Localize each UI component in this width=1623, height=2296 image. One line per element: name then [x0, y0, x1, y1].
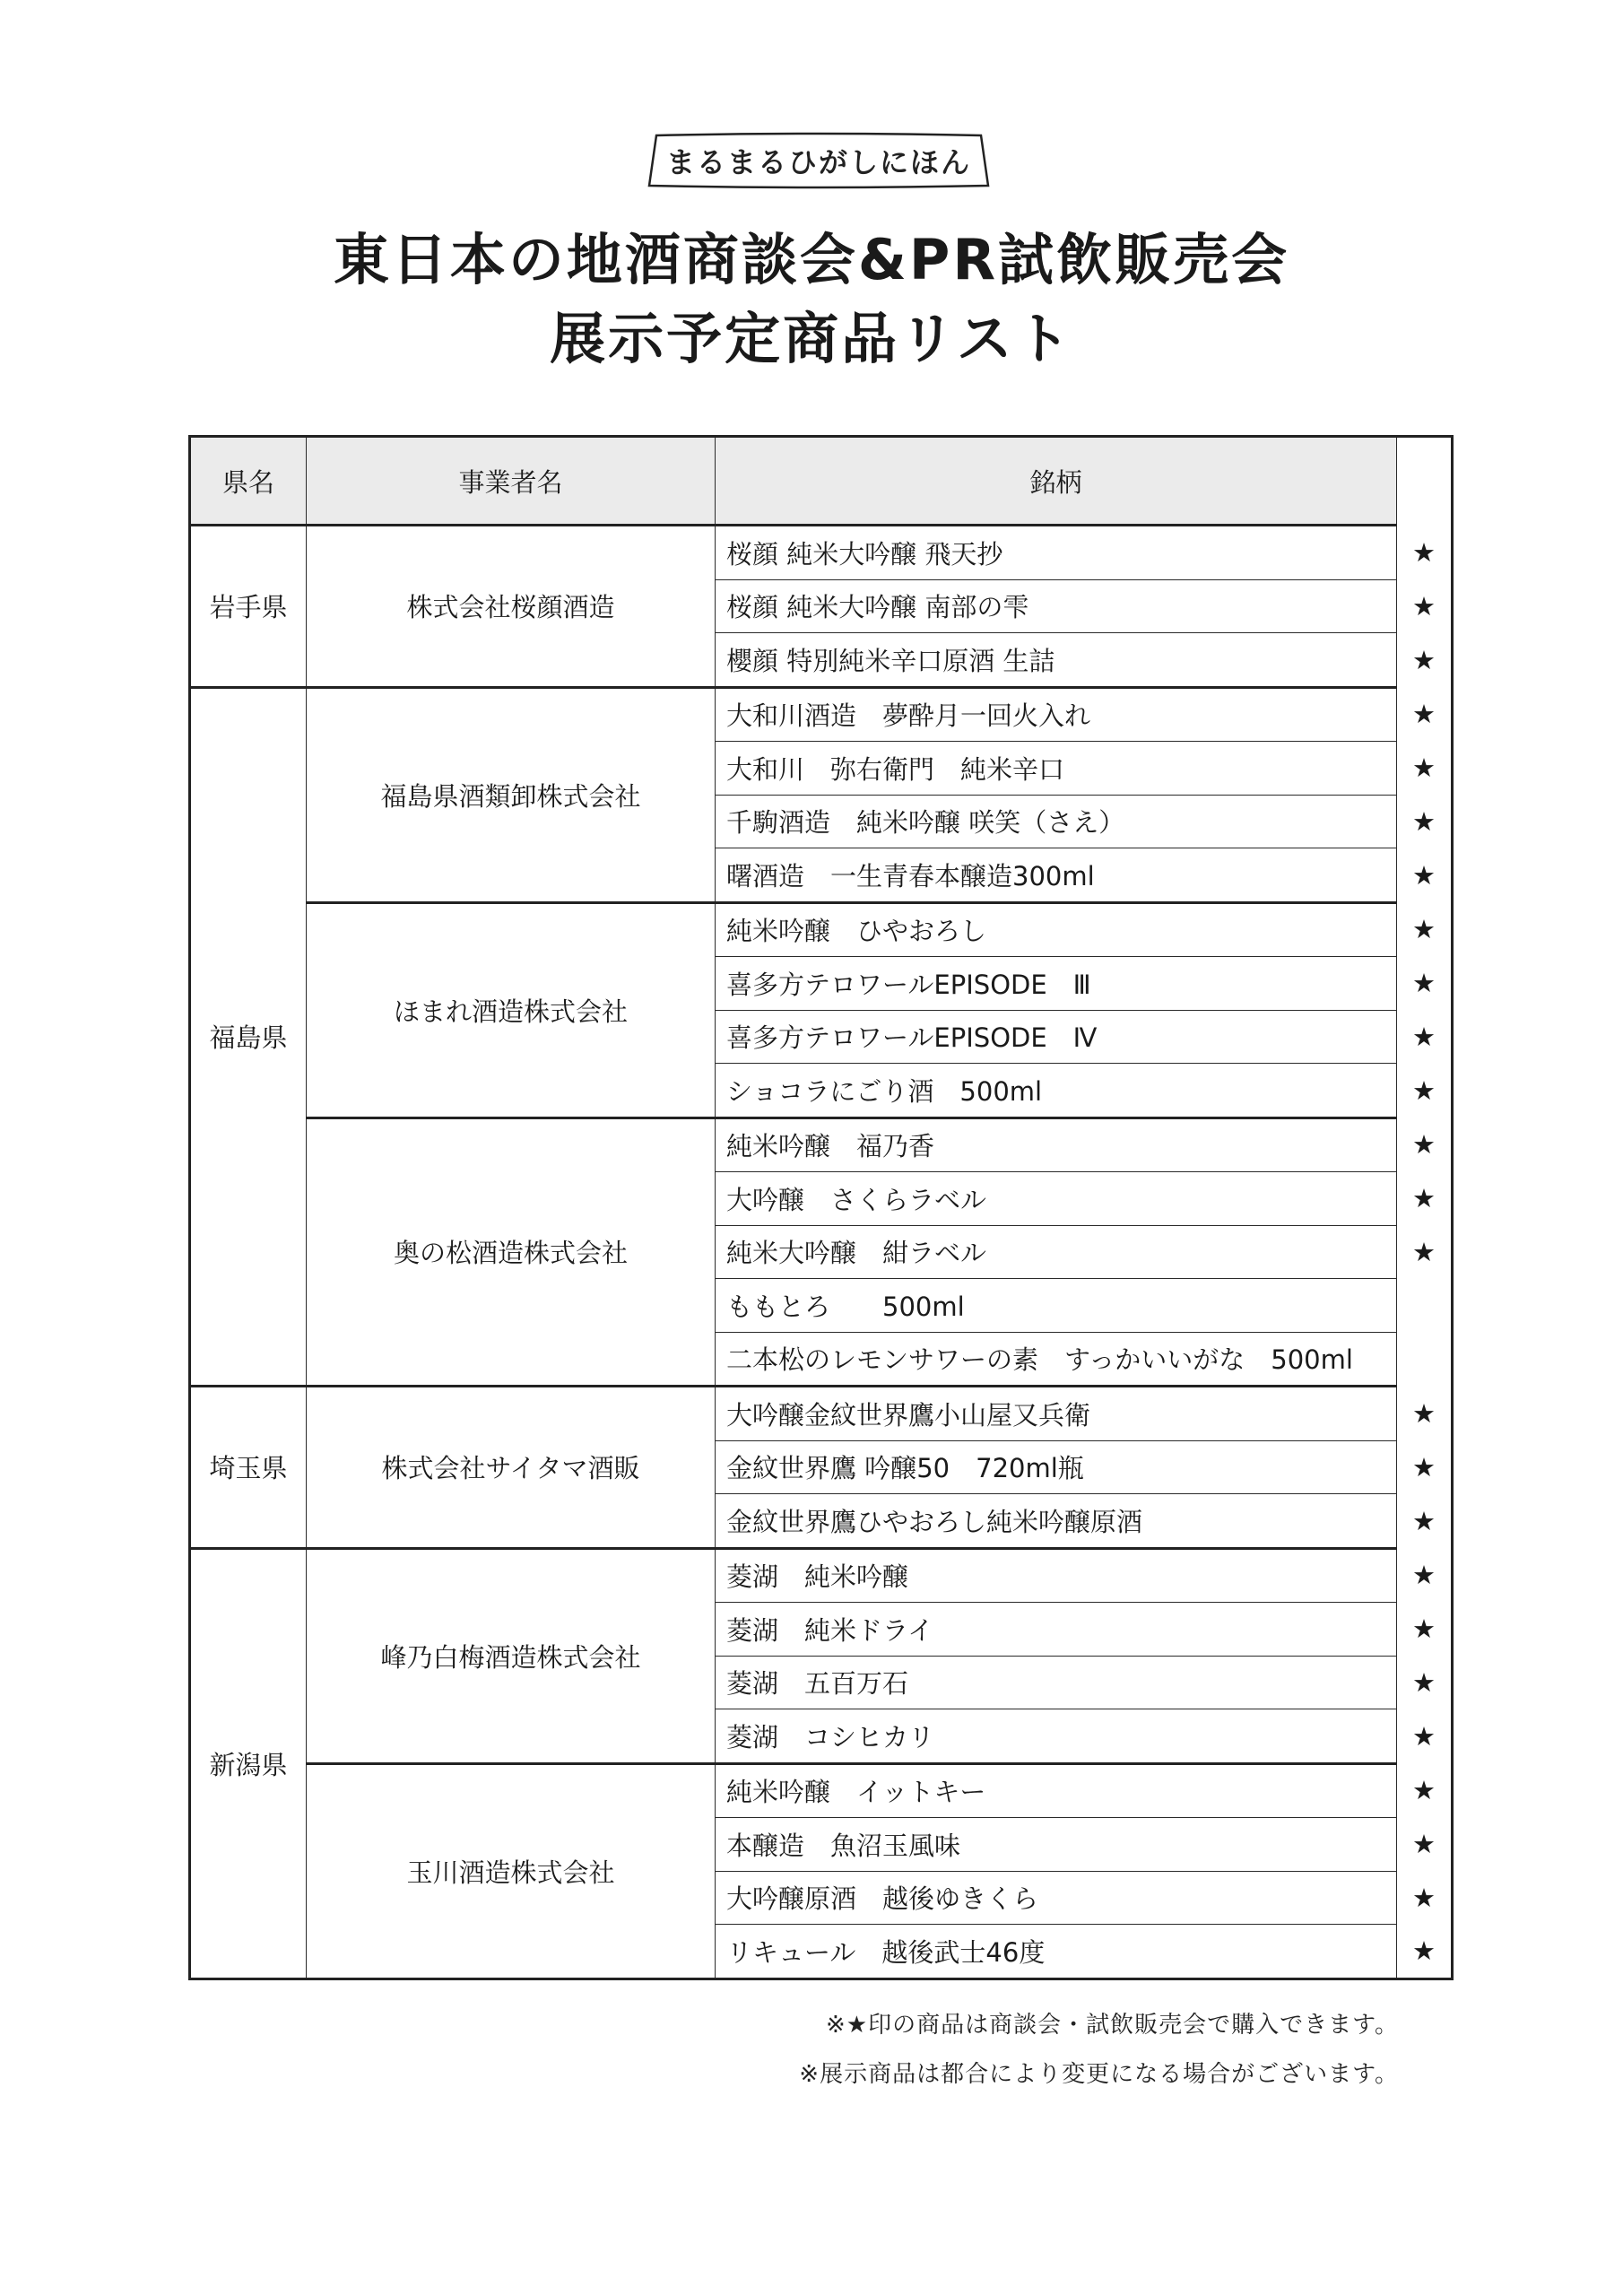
table-row — [190, 1548, 1453, 1603]
star-empty — [1397, 1279, 1453, 1333]
star-icon: ★ — [1412, 1021, 1436, 1052]
star-icon: ★ — [1412, 752, 1436, 784]
product-table — [188, 435, 1454, 1980]
table-row — [190, 902, 1453, 957]
brand-cell: 菱湖 純米ドライ — [716, 1603, 1397, 1657]
brand-cell: 菱湖 コシヒカリ — [716, 1709, 1397, 1764]
star-icon: ★ — [1412, 1397, 1436, 1429]
brand-cell: 大和川酒造 夢酔月一回火入れ — [716, 687, 1397, 742]
star-icon: ★ — [1412, 968, 1436, 999]
star-icon: ★ — [1412, 1666, 1436, 1698]
brand-cell: ももとろ 500ml — [716, 1279, 1397, 1333]
star-icon: ★ — [1412, 1183, 1436, 1214]
brand-cell: 曙酒造 一生青春本醸造300ml — [716, 848, 1397, 903]
star-icon: ★ — [1412, 1775, 1436, 1806]
brand-cell: 大和川 弥右衛門 純米辛口 — [716, 742, 1397, 796]
brand-cell: 大吟醸原酒 越後ゆきくら — [716, 1871, 1397, 1925]
star-icon: ★ — [1412, 644, 1436, 675]
table-row — [190, 1118, 1453, 1172]
table-row — [190, 1387, 1453, 1441]
brand-cell: 金紋世界鷹 吟醸50 720ml瓶 — [716, 1440, 1397, 1494]
brand-cell: 純米吟醸 福乃香 — [716, 1118, 1397, 1172]
page-title: 東日本の地酒商談会&PR試飲販売会 — [333, 227, 1290, 292]
brand-cell: 千駒酒造 純米吟醸 咲笑（さえ） — [716, 795, 1397, 848]
company-cell: 奥の松酒造株式会社 — [307, 1118, 716, 1387]
star-icon: ★ — [1412, 859, 1436, 891]
brand-cell: 喜多方テロワールEPISODE Ⅳ — [716, 1010, 1397, 1064]
table-header-row — [190, 437, 1453, 526]
star-icon: ★ — [1412, 1074, 1436, 1106]
star-icon: ★ — [1412, 1451, 1436, 1483]
brand-cell: 本醸造 魚沼玉風味 — [716, 1818, 1397, 1872]
star-icon: ★ — [1412, 699, 1436, 730]
star-empty — [1397, 1332, 1453, 1387]
pref-cell: 新潟県 — [190, 1548, 307, 1979]
star-icon: ★ — [1412, 590, 1436, 622]
company-cell: 玉川酒造株式会社 — [307, 1763, 716, 1979]
company-cell: ほまれ酒造株式会社 — [307, 902, 716, 1118]
table-body — [190, 526, 1453, 1979]
brand-cell: 大吟醸金紋世界鷹小山屋又兵衛 — [716, 1387, 1397, 1441]
brand-cell: 菱湖 五百万石 — [716, 1656, 1397, 1709]
header-star-spacer — [1397, 437, 1453, 526]
page-subtitle: 展示予定商品リスト — [550, 306, 1073, 371]
star-icon: ★ — [1412, 1560, 1436, 1591]
company-cell: 峰乃白梅酒造株式会社 — [307, 1548, 716, 1763]
note-change: ※展示商品は都合により変更になる場合がございます。 — [799, 2061, 1399, 2088]
brand-cell: 菱湖 純米吟醸 — [716, 1548, 1397, 1603]
table-row — [190, 687, 1453, 742]
brand-cell: 純米大吟醸 紺ラベル — [716, 1225, 1397, 1279]
star-icon: ★ — [1412, 805, 1436, 837]
event-banner — [644, 130, 994, 191]
banner-text: まるまるひがしにほん — [665, 145, 971, 179]
pref-cell: 埼玉県 — [190, 1387, 307, 1549]
star-icon: ★ — [1412, 1935, 1436, 1966]
header-pref: 県名 — [190, 437, 307, 526]
table-row — [190, 1763, 1453, 1818]
star-icon: ★ — [1412, 536, 1436, 568]
star-icon: ★ — [1412, 1829, 1436, 1860]
brand-cell: 櫻顔 特別純米辛口原酒 生詰 — [716, 633, 1397, 688]
star-icon: ★ — [1412, 1720, 1436, 1752]
brand-cell: 大吟醸 さくらラベル — [716, 1172, 1397, 1226]
brand-cell: 純米吟醸 ひやおろし — [716, 902, 1397, 957]
brand-cell: 純米吟醸 イットキー — [716, 1763, 1397, 1818]
star-icon: ★ — [1412, 1882, 1436, 1913]
star-icon: ★ — [1412, 914, 1436, 945]
company-cell: 福島県酒類卸株式会社 — [307, 687, 716, 902]
table-row — [190, 526, 1453, 580]
brand-cell: 桜顔 純米大吟醸 南部の雫 — [716, 579, 1397, 633]
brand-cell: 金紋世界鷹ひやおろし純米吟醸原酒 — [716, 1494, 1397, 1549]
pref-cell: 福島県 — [190, 687, 307, 1387]
company-cell: 株式会社サイタマ酒販 — [307, 1387, 716, 1549]
brand-cell: 喜多方テロワールEPISODE Ⅲ — [716, 957, 1397, 1011]
note-purchase: ※★印の商品は商談会・試飲販売会で購入できます。 — [825, 2012, 1399, 2039]
star-icon: ★ — [1412, 1613, 1436, 1645]
header-company: 事業者名 — [307, 437, 716, 526]
header-brand: 銘柄 — [716, 437, 1397, 526]
brand-cell: リキュール 越後武士46度 — [716, 1925, 1397, 1979]
pref-cell: 岩手県 — [190, 526, 307, 688]
brand-cell: ショコラにごり酒 500ml — [716, 1064, 1397, 1118]
company-cell: 株式会社桜顔酒造 — [307, 526, 716, 688]
star-icon: ★ — [1412, 1129, 1436, 1161]
star-icon: ★ — [1412, 1505, 1436, 1536]
brand-cell: 二本松のレモンサワーの素 すっかいいがな 500ml — [716, 1332, 1397, 1387]
brand-cell: 桜顔 純米大吟醸 飛天抄 — [716, 526, 1397, 580]
star-icon: ★ — [1412, 1236, 1436, 1267]
